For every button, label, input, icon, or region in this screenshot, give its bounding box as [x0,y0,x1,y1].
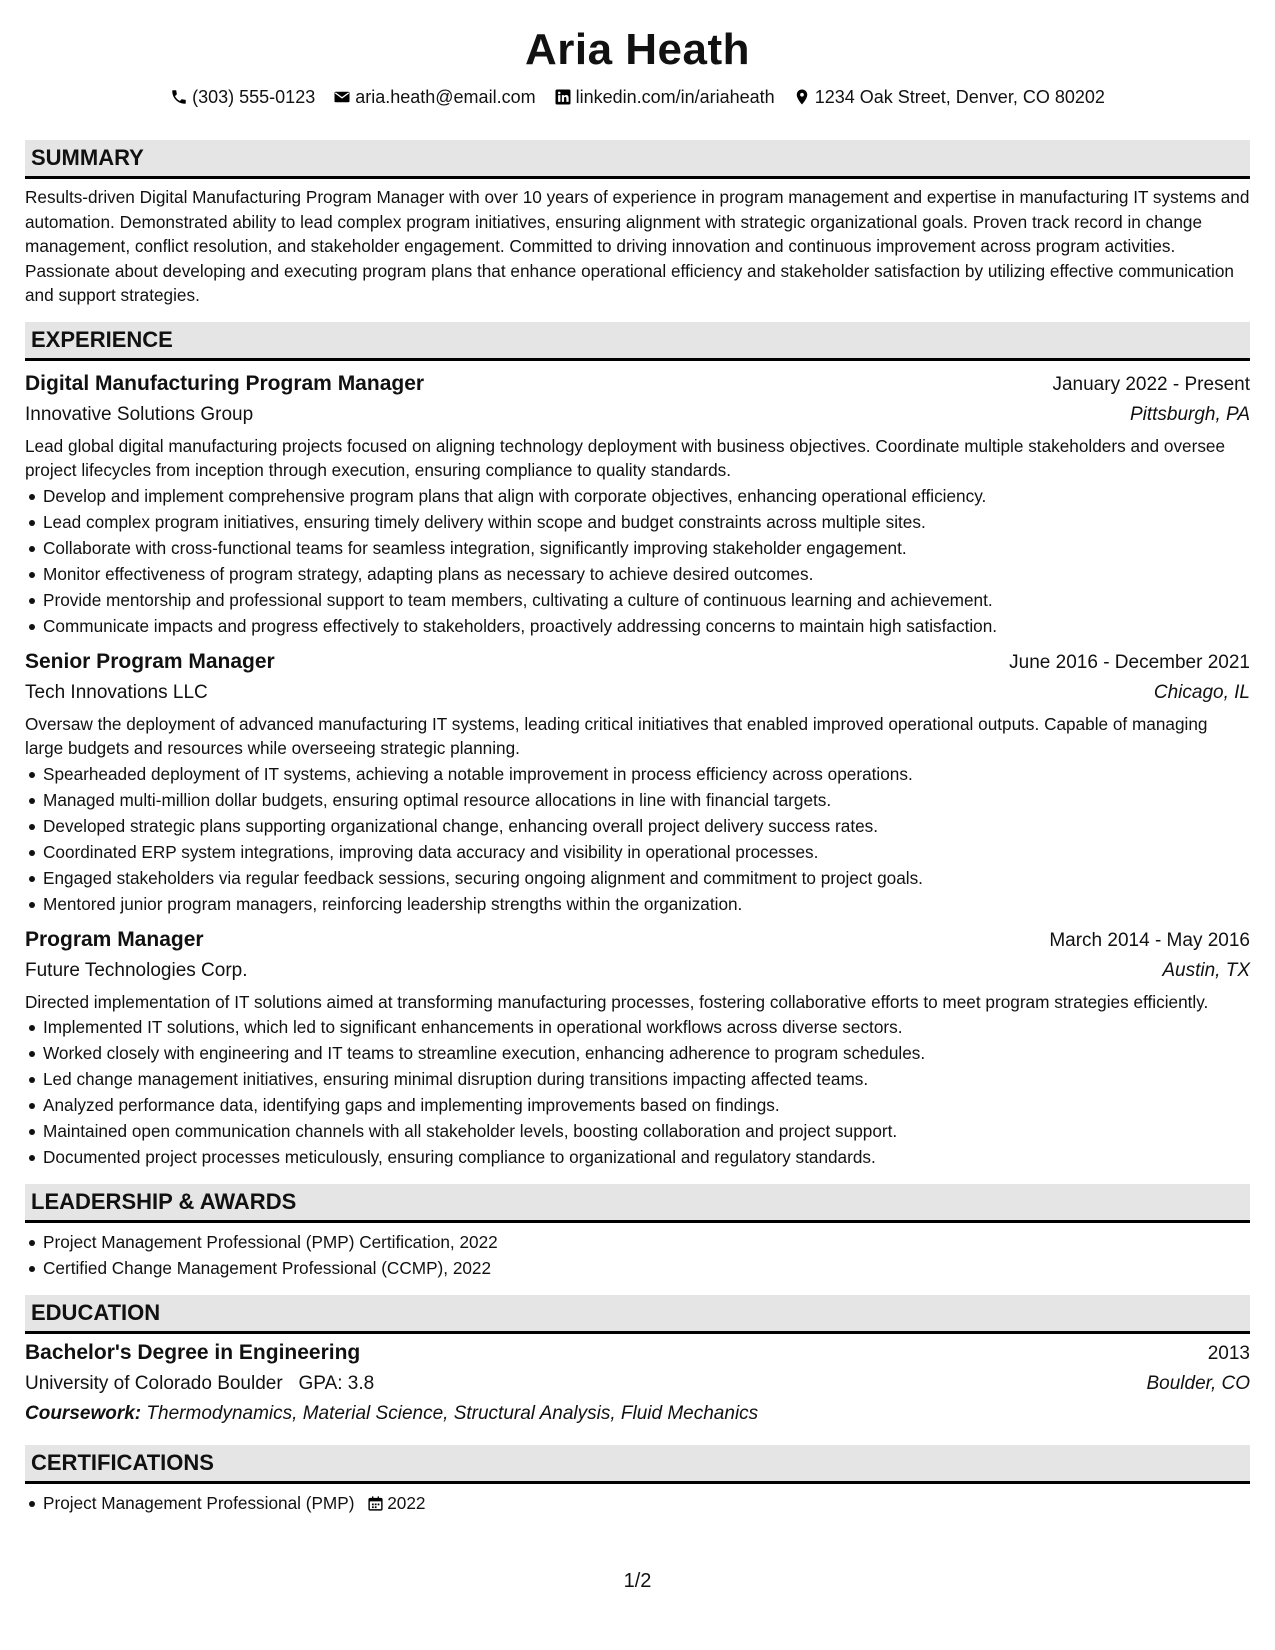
contact-bar [25,84,1250,110]
job-entry [25,647,1250,917]
gpa: GPA: 3.8 [298,1373,375,1394]
list-item: Coordinated ERP system integrations, improving data accuracy and visibility in operational processes. [43,839,1250,865]
education-section [25,1295,1250,1429]
school-line [25,1369,374,1399]
section-title-experience: EXPERIENCE [25,322,1250,361]
phone-icon [170,88,188,106]
list-item: Lead complex program initiatives, ensuring timely delivery within scope and budget constraints across multiple sites. [43,509,1250,535]
job-description: Directed implementation of IT solutions aimed at transforming manufacturing processes, fostering collaborative efforts to meet program strategies efficiently. [25,991,1209,1012]
job-description: Lead global digital manufacturing projects focused on aligning technology deployment with business objectives. Coordinate multiple stakeholders and oversee project lifecycles from inception through execution, ensuring compliance to quality standards. [25,435,1226,480]
linkedin-icon [554,88,572,106]
list-item: Provide mentorship and professional support to team members, cultivating a culture of continuous learning and achievement. [43,587,1250,613]
graduation-year: 2013 [1207,1343,1250,1364]
list-item: Developed strategic plans supporting organizational change, enhancing overall project delivery success rates. [43,813,1250,839]
job-description: Oversaw the deployment of advanced manufacturing IT systems, leading critical initiatives that enabled improved operational outputs. Capable of managing large budgets and resources while overseeing strategic planning. [25,713,1208,758]
certification-year: 2022 [387,1493,426,1513]
school-location: Boulder, CO [1146,1373,1250,1394]
contact-email [333,84,535,110]
list-item: Led change management initiatives, ensuring minimal disruption during transitions impacting affected teams. [43,1066,1250,1092]
job-company: Future Technologies Corp. [25,959,248,981]
list-item: Communicate impacts and progress effectively to stakeholders, proactively addressing concerns to maintain high satisfaction. [43,613,1250,639]
list-item: Project Management Professional (PMP) Certification, 2022 [43,1229,1250,1255]
coursework-label: Coursework: [25,1403,142,1424]
list-item: Spearheaded deployment of IT systems, achieving a notable improvement in process efficiency across operations. [43,761,1250,787]
job-date: March 2014 - May 2016 [1049,929,1250,951]
phone-text[interactable]: (303) 555-0123 [192,87,316,107]
list-item [43,1490,1250,1519]
contact-address [793,84,1105,110]
list-item: Monitor effectiveness of program strategy, adapting plans as necessary to achieve desired outcomes. [43,561,1250,587]
certifications-list [25,1490,1250,1519]
job-bullets [25,761,1250,917]
list-item: Engaged stakeholders via regular feedback sessions, securing ongoing alignment and commitment to project goals. [43,865,1250,891]
contact-phone [170,84,315,110]
coursework-text: Thermodynamics, Material Science, Structural Analysis, Fluid Mechanics [146,1403,759,1424]
school-name: University of Colorado Boulder [25,1373,283,1394]
job-bullets [25,1014,1250,1170]
job-location: Chicago, IL [1153,681,1250,703]
section-title-awards: LEADERSHIP & AWARDS [25,1184,1250,1223]
list-item: Analyzed performance data, identifying gaps and implementing improvements based on findings. [43,1092,1250,1118]
contact-linkedin [554,84,775,110]
calendar-icon [367,1493,384,1519]
section-title-education: EDUCATION [25,1295,1250,1334]
linkedin-text[interactable]: linkedin.com/in/ariaheath [575,87,775,107]
list-item: Develop and implement comprehensive program plans that align with corporate objectives, enhancing operational efficiency. [43,483,1250,509]
list-item: Certified Change Management Professional (CCMP), 2022 [43,1255,1250,1281]
certification-name: Project Management Professional (PMP) [43,1493,355,1513]
list-item: Worked closely with engineering and IT teams to streamline execution, enhancing adherence to program schedules. [43,1040,1250,1066]
resume-page [25,0,1250,1519]
awards-section [25,1184,1250,1281]
section-title-certifications: CERTIFICATIONS [25,1445,1250,1484]
job-location: Pittsburgh, PA [1129,403,1250,425]
list-item: Collaborate with cross-functional teams for seamless integration, significantly improving stakeholder engagement. [43,535,1250,561]
summary-section [25,140,1250,308]
job-title: Program Manager [25,927,204,951]
job-bullets [25,483,1250,639]
list-item: Implemented IT solutions, which led to significant enhancements in operational workflows across diverse sectors. [43,1014,1250,1040]
email-icon [333,88,351,106]
list-item: Mentored junior program managers, reinforcing leadership strengths within the organization. [43,891,1250,917]
job-entry [25,925,1250,1171]
job-entry [25,369,1250,639]
job-location: Austin, TX [1162,959,1250,981]
job-date: June 2016 - December 2021 [1009,651,1250,673]
list-item: Managed multi-million dollar budgets, ensuring optimal resource allocations in line with financial targets. [43,787,1250,813]
email-text[interactable]: aria.heath@email.com [355,87,536,107]
education-entry [25,1338,1250,1429]
list-item: Maintained open communication channels with all stakeholder levels, boosting collaboration and project support. [43,1118,1250,1144]
candidate-name: Aria Heath [524,25,751,74]
awards-list [25,1229,1250,1281]
job-date: January 2022 - Present [1052,373,1250,395]
job-company: Tech Innovations LLC [25,681,208,703]
degree-title: Bachelor's Degree in Engineering [25,1341,361,1364]
section-title-summary: SUMMARY [25,140,1250,179]
page-number: 1/2 [623,1570,652,1592]
coursework-line [25,1399,1250,1429]
certifications-section [25,1445,1250,1519]
job-title: Senior Program Manager [25,649,275,673]
job-company: Innovative Solutions Group [25,403,254,425]
location-pin-icon [793,88,811,106]
experience-section [25,322,1250,1171]
summary-text: Results-driven Digital Manufacturing Program Manager with over 10 years of experience in program management and expertise in manufacturing IT systems and automation. Demonstrated ability to lead complex program initiatives, ensuring alignment with strategic organizational goals. Proven track record in change management, conflict resolution, and stakeholder engagement. Committed to driving innovation and continuous improvement across program activities. Passionate about developing and executing program plans that enhance operational efficiency and stakeholder satisfaction by utilizing effective communication and support strategies. [25,187,1250,305]
list-item: Documented project processes meticulously, ensuring compliance to organizational and regulatory standards. [43,1144,1250,1170]
job-title: Digital Manufacturing Program Manager [25,371,425,395]
address-text: 1234 Oak Street, Denver, CO 80202 [814,87,1105,107]
